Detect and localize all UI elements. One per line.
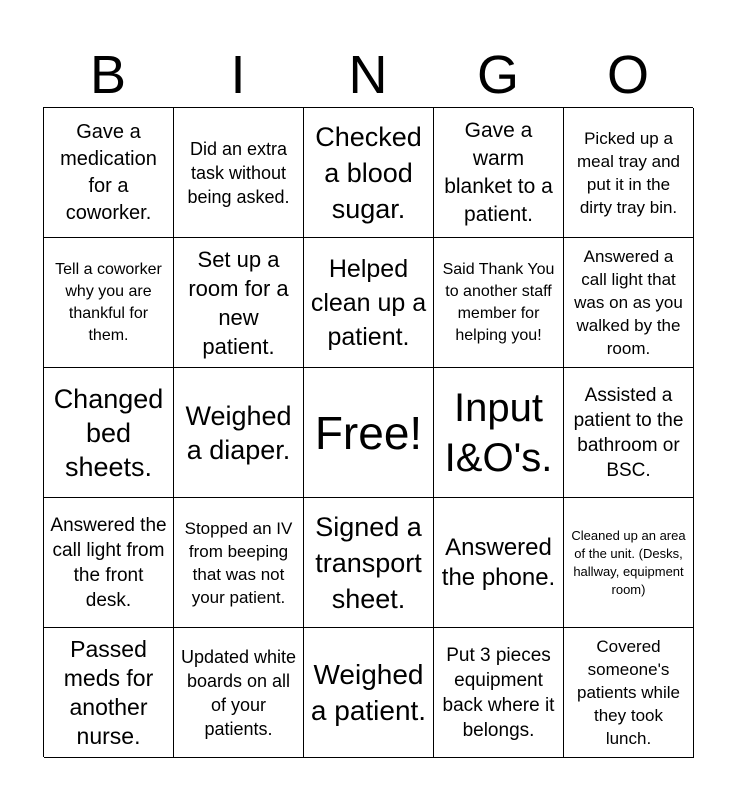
bingo-cell[interactable]: Weighed a patient. bbox=[304, 628, 434, 758]
bingo-cell[interactable]: Answered the call light from the front desk. bbox=[44, 498, 174, 628]
bingo-cell[interactable]: Assisted a patient to the bathroom or BSC. bbox=[564, 368, 694, 498]
bingo-cell[interactable]: Passed meds for another nurse. bbox=[44, 628, 174, 758]
header-letter-b: B bbox=[89, 45, 127, 105]
bingo-cell[interactable]: Stopped an IV from beeping that was not your patient. bbox=[174, 498, 304, 628]
bingo-cell[interactable]: Cleaned up an area of the unit. (Desks, hallway, equipment room) bbox=[564, 498, 694, 628]
header-letter-o: O bbox=[606, 45, 649, 105]
bingo-cell[interactable]: Set up a room for a new patient. bbox=[174, 238, 304, 368]
bingo-cell[interactable]: Did an extra task without being asked. bbox=[174, 108, 304, 238]
header-letter-i: I bbox=[230, 45, 246, 105]
bingo-cell[interactable]: Signed a transport sheet. bbox=[304, 498, 434, 628]
bingo-cell[interactable]: Gave a medication for a coworker. bbox=[44, 108, 174, 238]
bingo-cell[interactable]: Gave a warm blanket to a patient. bbox=[434, 108, 564, 238]
bingo-cell[interactable]: Put 3 pieces equipment back where it belongs. bbox=[434, 628, 564, 758]
bingo-cell[interactable]: Tell a coworker why you are thankful for them. bbox=[44, 238, 174, 368]
bingo-grid bbox=[43, 107, 693, 757]
bingo-cell[interactable]: Input I&O's. bbox=[434, 368, 564, 498]
bingo-cell[interactable]: Covered someone's patients while they took lunch. bbox=[564, 628, 694, 758]
bingo-cell[interactable]: Answered the phone. bbox=[434, 498, 564, 628]
bingo-cell[interactable]: Picked up a meal tray and put it in the dirty tray bin. bbox=[564, 108, 694, 238]
bingo-cell[interactable]: Updated white boards on all of your patients. bbox=[174, 628, 304, 758]
bingo-header bbox=[43, 44, 693, 106]
bingo-cell[interactable]: Said Thank You to another staff member for helping you! bbox=[434, 238, 564, 368]
free-space-cell[interactable]: Free! bbox=[304, 368, 434, 498]
bingo-cell[interactable]: Changed bed sheets. bbox=[44, 368, 174, 498]
bingo-cell[interactable]: Weighed a diaper. bbox=[174, 368, 304, 498]
header-letter-g: G bbox=[476, 45, 519, 105]
header-letter-n: N bbox=[348, 45, 388, 105]
bingo-cell[interactable]: Checked a blood sugar. bbox=[304, 108, 434, 238]
bingo-cell[interactable]: Answered a call light that was on as you walked by the room. bbox=[564, 238, 694, 368]
bingo-cell[interactable]: Helped clean up a patient. bbox=[304, 238, 434, 368]
